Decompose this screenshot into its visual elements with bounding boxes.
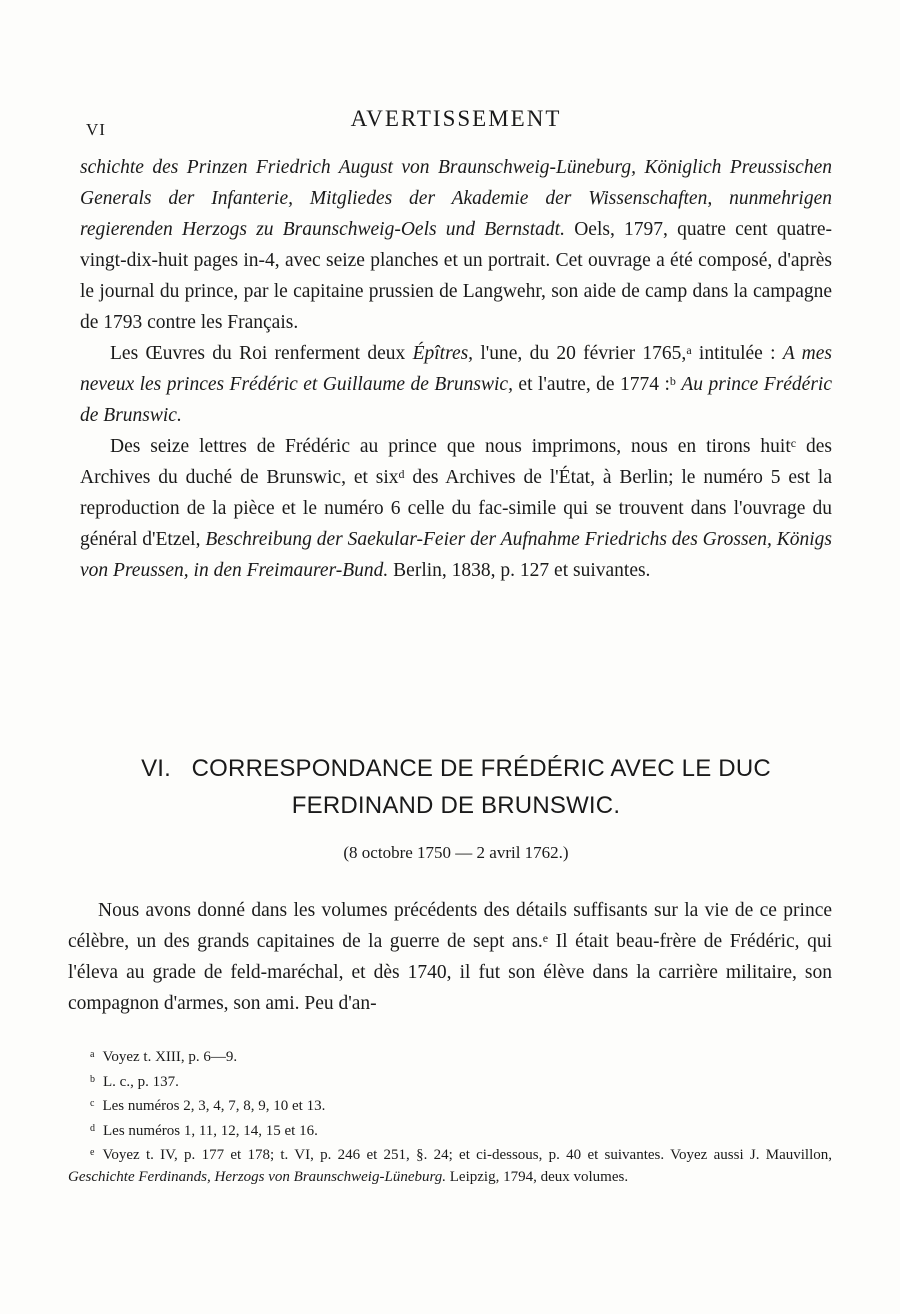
footnote-ref-d[interactable]: d — [398, 467, 405, 481]
footnote-b: $^b$ L. c., p. 137. — [90, 1073, 179, 1090]
footnote-a: $^a$ Voyez t. XIII, p. 6—9. — [90, 1049, 238, 1065]
page-number: VI — [86, 120, 106, 139]
footnote-d: $^d$ Les numéros 1, 11, 12, 14, 15 et 16. — [90, 1122, 318, 1139]
footnote-ref-e[interactable]: e — [542, 931, 549, 945]
paragraph-3: Des seize lettres de Frédéric au prince que nous imprimons, nous en tirons huit$^c$ des Archives du duché de Brunswic, et six$^d$ des Archives de l'État, à Berlin; le numéro 5 est la reproduction de la pièce et le numéro 6 celle du fac-simile qui se trouvent dans l'ouvrage du général d'Etzel, Beschreibung der Saekular-Feier der Aufnahme Friedrichs des Grossen, Königs von Preussen, in den Freimaurer-Bund. Berlin, 1838, p. 127 et suivantes. — [80, 436, 832, 581]
section-title-line-2: FERDINAND DE BRUNSWIC. — [291, 792, 621, 819]
paragraph-2: Les Œuvres du Roi renferment deux Épîtres, l'une, du 20 février 1765,$^a$ intitulée : A mes neveux les princes Frédéric et Guillaume de Brunswic, et l'autre, de 1774 :$^b$ Au prince Frédéric de Brunswic. — [80, 343, 833, 426]
footnote-e: $^e$ Voyez t. IV, p. 177 et 178; t. VI, p. 246 et 251, §. 24; et ci-dessous, p. 40 et suivantes. Voyez aussi J. Mauvillon, Geschichte Ferdinands, Herzogs von Braunschweig-Lüneburg. Leipzig, 1794, deux volumes. — [68, 1147, 832, 1185]
section-dates: (8 octobre 1750 — 2 avril 1762.) — [343, 843, 569, 862]
running-head: AVERTISSEMENT — [350, 106, 562, 131]
footnote-ref-b[interactable]: b — [669, 374, 676, 388]
footnote-c: $^c$ Les numéros 2, 3, 4, 7, 8, 9, 10 et 13. — [90, 1098, 326, 1114]
footnote-ref-a[interactable]: a — [686, 343, 692, 357]
page-header — [80, 106, 832, 138]
paragraph-1: schichte des Prinzen Friedrich August von Braunschweig-Lüneburg, Königlich Preussischen Generals der Infanterie, Mitgliedes der Akademie der Wissenschaften, nunmehrigen regierenden Herzogs zu Braunschweig-Oels und Bernstadt. Oels, 1797, quatre cent quatre-vingt-dix-huit pages in-4, avec seize planches et un portrait. Cet ouvrage a été composé, d'après le journal du prince, par le capitaine prussien de Langwehr, son aide de camp dans la campagne de 1793 contre les Français. — [80, 157, 832, 333]
section-title-line-1: VI. CORRESPONDANCE DE FRÉDÉRIC AVEC LE DUC — [141, 755, 771, 782]
footnotes — [68, 1044, 832, 1188]
paragraph-4: Nous avons donné dans les volumes précédents des détails suffisants sur la vie de ce prince célèbre, un des grands capitaines de la guerre de sept ans.$^e$ Il était beau-frère de Frédéric, qui l'éleva au grade de feld-maréchal, et dès 1740, il fut son élève dans la carrière militaire, son compagnon d'armes, son ami. Peu d'an- — [68, 900, 832, 1014]
italic-title: schichte des Prinzen Friedrich August von Braunschweig-Lüneburg, Königlich Preussischen Generals der Infanterie, Mitgliedes der Akademie der Wissenschaften, nunmehrigen regierenden Herzogs zu Braunschweig-Oels und Bernstadt. — [80, 157, 832, 240]
section-title — [80, 750, 832, 824]
footnote-ref-c[interactable]: c — [790, 436, 797, 450]
main-text — [80, 152, 832, 586]
section-text — [68, 895, 832, 1019]
